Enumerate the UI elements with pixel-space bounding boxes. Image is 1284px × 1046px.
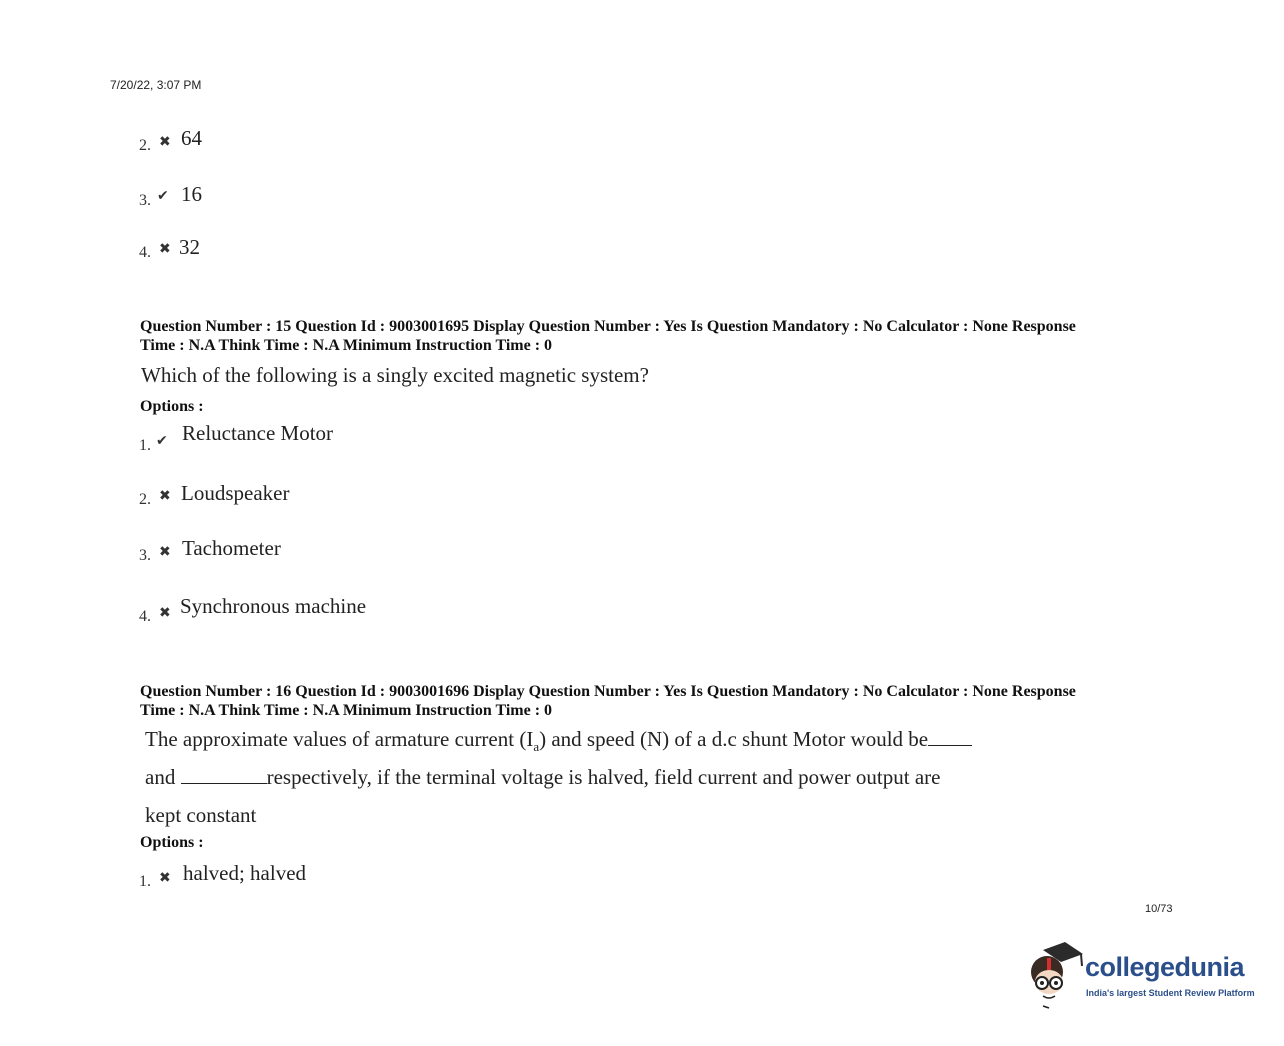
option-text: 64 <box>181 126 202 150</box>
options-label: Options : <box>140 398 204 415</box>
option-number: 3. <box>139 547 151 564</box>
option-text: halved; halved <box>183 861 307 885</box>
wrong-mark-icon: ✖ <box>159 544 171 560</box>
option-number: 1. <box>139 437 151 454</box>
option-text: Synchronous machine <box>180 594 367 618</box>
wrong-mark-icon: ✖ <box>159 488 171 504</box>
wrong-mark-icon: ✖ <box>159 134 171 150</box>
question-text-line: kept constant <box>145 803 257 827</box>
collegedunia-logo <box>1025 940 1255 1010</box>
question-text-line: The approximate values of armature current $(I_a)$ and speed (N) of a d.c shunt Motor would be <box>145 727 972 755</box>
wrong-mark-icon: ✖ <box>159 870 171 886</box>
meta-line: Time : N.A Think Time : N.A Minimum Instruction Time : 0 <box>140 702 553 719</box>
options-label: Options : <box>140 834 204 851</box>
option-text: 32 <box>179 235 200 259</box>
correct-check-icon: ✔ <box>156 433 168 449</box>
option-text: Loudspeaker <box>181 481 290 505</box>
answer-blank <box>181 765 267 784</box>
question-meta <box>140 682 1160 720</box>
option-text: Tachometer <box>182 536 281 560</box>
logo-wordmark: collegedunia <box>1085 952 1245 982</box>
meta-line: Time : N.A Think Time : N.A Minimum Instruction Time : 0 <box>140 337 553 354</box>
option-number: 2. <box>139 491 151 508</box>
option-number: 1. <box>139 873 151 890</box>
meta-line: Question Number : 15 Question Id : 9003001695 Display Question Number : Yes Is Question Mandatory : No Calculator : None Response <box>140 318 1076 335</box>
option-number: 3. <box>139 192 151 209</box>
logo-tagline: India's largest Student Review Platform <box>1086 988 1255 998</box>
option-text: Reluctance Motor <box>182 421 334 445</box>
option-number: 2. <box>139 137 151 154</box>
option-number: 4. <box>139 244 151 261</box>
wrong-mark-icon: ✖ <box>159 241 171 257</box>
meta-line: Question Number : 16 Question Id : 9003001696 Display Question Number : Yes Is Question Mandatory : No Calculator : None Response <box>140 683 1076 700</box>
correct-check-icon: ✔ <box>157 188 169 204</box>
question-meta <box>140 317 1160 355</box>
print-timestamp: 7/20/22, 3:07 PM <box>110 78 202 92</box>
page-number: 10/73 <box>1145 903 1173 915</box>
option-number: 4. <box>139 608 151 625</box>
wrong-mark-icon: ✖ <box>159 605 171 621</box>
option-text: 16 <box>181 182 202 206</box>
mascot-icon <box>1025 940 1085 1010</box>
answer-blank <box>928 727 972 746</box>
question-text: Which of the following is a singly excited magnetic system? <box>141 363 649 387</box>
question-text-line: and respectively, if the terminal voltage is halved, field current and power output are <box>145 765 941 789</box>
